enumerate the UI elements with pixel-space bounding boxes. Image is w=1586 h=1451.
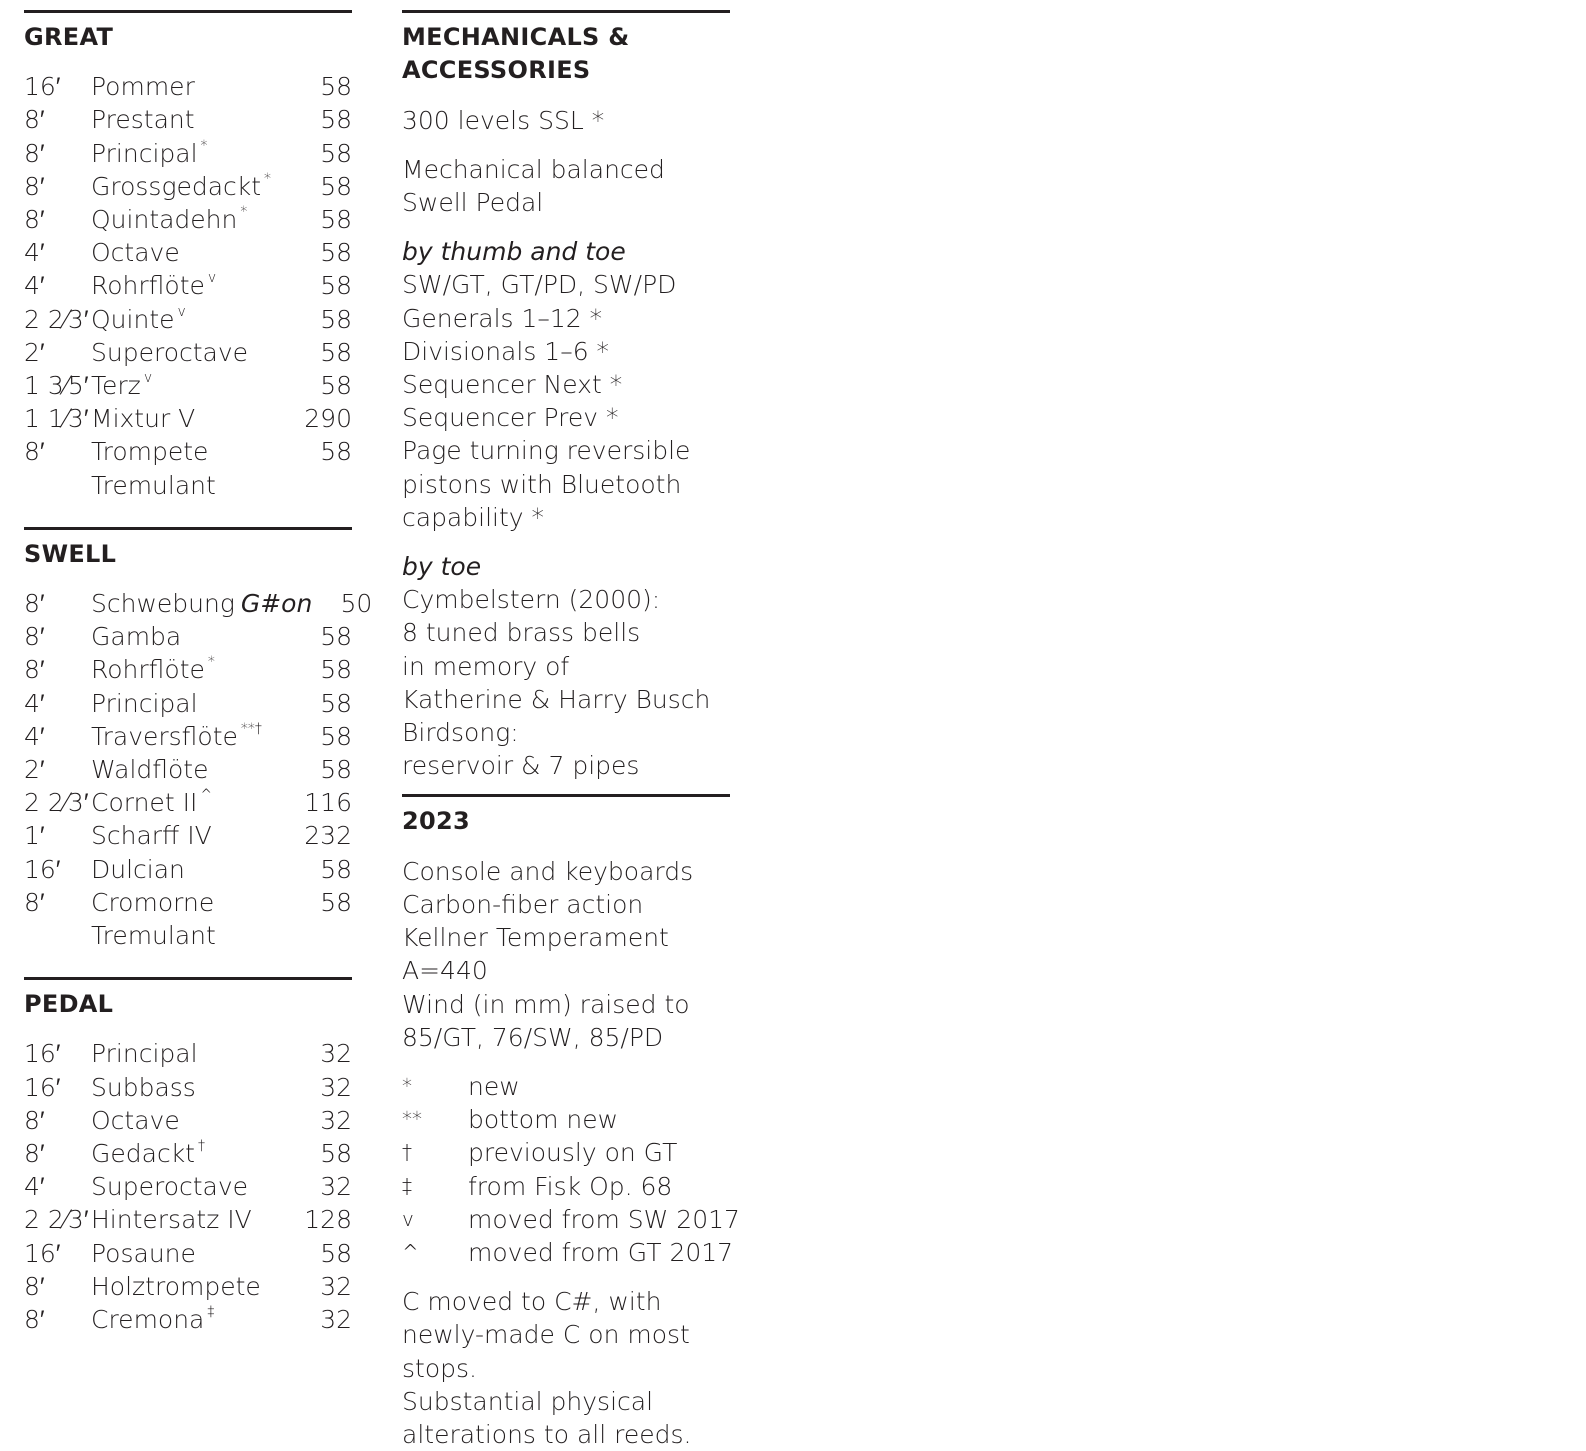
stop-count: 58 xyxy=(320,238,352,268)
stop-name xyxy=(91,1270,292,1303)
stop-count: 58 xyxy=(320,337,352,367)
stop-row xyxy=(24,753,352,786)
legend xyxy=(402,1070,742,1269)
stop-row xyxy=(24,435,352,468)
thumb-toe-item: Sequencer Next * xyxy=(402,370,623,400)
stop-count: 58 xyxy=(320,688,352,718)
great-stop-list xyxy=(24,70,352,501)
year-item: Kellner Temperament A=440 xyxy=(402,923,669,986)
stop-row xyxy=(24,203,352,236)
legend-row xyxy=(402,1103,742,1136)
legend-row xyxy=(402,1236,742,1269)
stop-pitch: 4′ xyxy=(24,688,45,718)
year-item: Carbon-fiber action xyxy=(402,889,644,919)
stop-row xyxy=(24,1137,352,1170)
stop-name-text: Pommer xyxy=(91,72,195,102)
stop-mark: * xyxy=(264,170,272,187)
stop-row xyxy=(24,303,352,336)
stop-count: 58 xyxy=(320,370,352,400)
stop-count: 32 xyxy=(320,1304,352,1334)
stop-count: 116 xyxy=(304,788,352,818)
swell-pedal-line: Mechanical balanced xyxy=(402,154,665,184)
legend-row xyxy=(402,1136,742,1169)
thumb-toe-block xyxy=(402,235,742,534)
stop-count: 32 xyxy=(320,1172,352,1202)
stop-name-text: Cornet II xyxy=(91,788,198,818)
stop-mark: * xyxy=(200,137,208,154)
year-items xyxy=(402,855,742,1054)
stop-row xyxy=(24,687,352,720)
section-divider xyxy=(24,10,352,13)
thumb-toe-item: pistons with Bluetooth xyxy=(402,469,682,499)
stop-count: 32 xyxy=(320,1039,352,1069)
stop-row xyxy=(24,653,352,686)
stop-count: 128 xyxy=(304,1205,352,1235)
stop-pitch: 2′ xyxy=(24,337,45,367)
stop-pitch: 8′ xyxy=(24,1138,45,1168)
stop-count: 290 xyxy=(304,404,352,434)
legend-symbol: ** xyxy=(402,1107,422,1132)
legend-row xyxy=(402,1203,742,1236)
stop-row xyxy=(24,1303,352,1336)
stop-row xyxy=(24,369,352,402)
stop-row xyxy=(24,886,352,919)
stop-count: 50 xyxy=(340,589,373,619)
stop-pitch: 8′ xyxy=(24,138,45,168)
stop-name xyxy=(91,1237,292,1270)
stop-count: 58 xyxy=(320,437,352,467)
section-divider xyxy=(24,977,352,980)
year-item: 85/GT, 76/SW, 85/PD xyxy=(402,1022,664,1052)
stop-name-text: Waldflöte xyxy=(91,754,209,784)
legend-row xyxy=(402,1170,742,1203)
stop-row xyxy=(24,137,352,170)
right-column xyxy=(402,10,742,1451)
legend-text: moved from GT 2017 xyxy=(468,1237,734,1267)
section-divider xyxy=(24,527,352,530)
note-line: alterations to all reeds. xyxy=(402,1420,692,1449)
stop-name xyxy=(91,103,292,136)
ssl-text: 300 levels SSL * xyxy=(402,105,605,135)
left-column xyxy=(24,10,373,1336)
stop-row xyxy=(24,103,352,136)
stop-name xyxy=(91,303,292,336)
stop-name xyxy=(91,137,292,170)
toe-item: Cymbelstern (2000): xyxy=(402,585,661,615)
stop-pitch: 16′ xyxy=(24,72,61,102)
legend-text: new xyxy=(468,1071,520,1101)
stop-name xyxy=(91,336,292,369)
stop-name xyxy=(91,1170,292,1203)
stop-name-text: Rohrflöte xyxy=(91,655,205,685)
stop-count: 58 xyxy=(320,854,352,884)
legend-row xyxy=(402,1070,742,1103)
stop-pitch: 4′ xyxy=(24,1172,45,1202)
stop-name xyxy=(91,919,292,952)
stop-name-text: Holztrompete xyxy=(91,1271,261,1301)
legend-symbol: ‡ xyxy=(402,1173,412,1198)
stop-row xyxy=(24,1170,352,1203)
stop-row xyxy=(24,1071,352,1104)
stop-name xyxy=(91,687,292,720)
stop-name-text: Subbass xyxy=(91,1072,196,1102)
stop-row xyxy=(24,170,352,203)
stop-name xyxy=(91,1203,292,1236)
year-heading: 2023 xyxy=(402,807,470,836)
stop-name-text: Quinte xyxy=(91,304,175,334)
stop-count: 58 xyxy=(320,105,352,135)
thumb-toe-item: SW/GT, GT/PD, SW/PD xyxy=(402,270,677,300)
stop-pitch: 1 3⁄5′ xyxy=(24,370,89,400)
stop-name-text: Quintadehn xyxy=(91,205,238,235)
stop-row xyxy=(24,236,352,269)
stop-pitch: 4′ xyxy=(24,721,45,751)
stop-row xyxy=(24,1203,352,1236)
note-line: newly-made C on most stops. xyxy=(402,1320,690,1383)
stop-row xyxy=(24,336,352,369)
stop-count: 58 xyxy=(320,138,352,168)
toe-item: Birdsong: xyxy=(402,718,519,748)
stop-pitch: 8′ xyxy=(24,437,45,467)
stop-mark: v xyxy=(143,369,153,386)
stop-pitch: 4′ xyxy=(24,238,45,268)
great-heading: GREAT xyxy=(24,23,114,51)
stop-mark: v xyxy=(177,303,186,320)
stop-count: 58 xyxy=(320,205,352,235)
stop-count: 58 xyxy=(320,304,352,334)
stop-pitch: 8′ xyxy=(24,622,45,652)
stop-name-text: Posaune xyxy=(91,1238,196,1268)
stop-pitch xyxy=(24,469,91,502)
stop-row xyxy=(24,1104,352,1137)
stop-pitch: 16′ xyxy=(24,854,61,884)
stop-name-text: Octave xyxy=(91,1105,180,1135)
pedal-stop-list xyxy=(24,1037,352,1336)
stop-count: 58 xyxy=(320,622,352,652)
legend-symbol: * xyxy=(402,1073,412,1098)
stop-row xyxy=(24,70,352,103)
stop-note: G#on xyxy=(240,589,313,619)
stop-pitch: 1 1⁄3′ xyxy=(24,404,89,434)
stop-row xyxy=(24,786,352,819)
stop-name xyxy=(91,1303,292,1336)
stop-count: 232 xyxy=(304,821,352,851)
stop-name xyxy=(91,170,292,203)
stop-mark: **† xyxy=(240,720,262,737)
section-divider xyxy=(402,10,730,13)
stop-pitch: 2 2⁄3′ xyxy=(24,304,89,334)
thumb-toe-item: Divisionals 1–6 * xyxy=(402,336,610,366)
stop-name-text: Principal xyxy=(91,138,198,168)
stop-name-text: Cremona xyxy=(91,1304,205,1334)
stop-name xyxy=(91,653,292,686)
stop-row xyxy=(24,919,352,952)
legend-text: from Fisk Op. 68 xyxy=(468,1171,673,1201)
stop-row xyxy=(24,1270,352,1303)
stop-name xyxy=(91,1104,292,1137)
toe-item: in memory of xyxy=(402,651,570,681)
stop-count: 58 xyxy=(320,1138,352,1168)
stop-mark: † xyxy=(197,1137,205,1154)
stop-count: 32 xyxy=(320,1271,352,1301)
stop-name xyxy=(91,236,292,269)
stop-name-text: Rohrflöte xyxy=(91,271,205,301)
stop-name-text: Cromorne xyxy=(91,887,215,917)
stop-pitch: 16′ xyxy=(24,1072,61,1102)
stop-row xyxy=(24,402,352,435)
stop-name-text: Prestant xyxy=(91,105,195,135)
toe-item: 8 tuned brass bells xyxy=(402,618,641,648)
section-divider xyxy=(402,794,730,797)
toe-heading: by toe xyxy=(402,552,482,582)
stop-row xyxy=(24,620,352,653)
stop-name-text: Superoctave xyxy=(91,1172,249,1202)
stop-name xyxy=(91,1037,292,1070)
notes xyxy=(402,1285,742,1451)
stop-row xyxy=(24,853,352,886)
stop-name-text: Tremulant xyxy=(91,920,216,950)
legend-symbol: † xyxy=(402,1140,412,1165)
stop-name-text: Grossgedackt xyxy=(91,171,262,201)
stop-count: 58 xyxy=(320,754,352,784)
stop-pitch: 2′ xyxy=(24,754,45,784)
stop-name xyxy=(91,203,292,236)
stop-name xyxy=(91,70,292,103)
stop-pitch: 8′ xyxy=(24,171,45,201)
stop-name xyxy=(91,886,292,919)
legend-text: moved from SW 2017 xyxy=(468,1204,740,1234)
stop-count: 58 xyxy=(320,1238,352,1268)
stop-mark: ^ xyxy=(200,787,213,804)
thumb-toe-item: Generals 1–12 * xyxy=(402,303,603,333)
legend-text: bottom new xyxy=(468,1105,619,1135)
stop-name xyxy=(91,853,292,886)
stop-name xyxy=(91,753,292,786)
stop-count: 58 xyxy=(320,72,352,102)
stop-name-text: Principal xyxy=(91,688,198,718)
stop-pitch: 1′ xyxy=(24,821,45,851)
stop-count: 32 xyxy=(320,1072,352,1102)
legend-symbol: ^ xyxy=(402,1239,419,1264)
stop-name xyxy=(91,1071,292,1104)
stop-name xyxy=(91,720,292,753)
stop-mark: * xyxy=(207,654,215,671)
stop-name-text: Mixtur V xyxy=(91,404,196,434)
legend-text: previously on GT xyxy=(468,1138,678,1168)
stop-name-text: Traversflöte xyxy=(91,721,238,751)
legend-symbol: v xyxy=(402,1206,414,1231)
stop-pitch: 8′ xyxy=(24,1304,45,1334)
stop-count: 58 xyxy=(320,887,352,917)
stop-count: 58 xyxy=(320,171,352,201)
toe-block xyxy=(402,550,742,782)
stop-row xyxy=(24,469,352,502)
stop-count xyxy=(292,469,352,502)
swell-pedal-text xyxy=(402,153,742,219)
swell-stop-list xyxy=(24,587,373,952)
year-item: Wind (in mm) raised to xyxy=(402,989,690,1019)
stop-name-text: Scharff IV xyxy=(91,821,212,851)
note-line: C moved to C#, with xyxy=(402,1287,662,1317)
stop-pitch: 8′ xyxy=(24,1271,45,1301)
stop-pitch: 8′ xyxy=(24,1105,45,1135)
mechanicals-heading-line1: MECHANICALS & xyxy=(402,23,630,51)
mechanicals-heading xyxy=(402,21,742,88)
stop-mark: ‡ xyxy=(207,1303,215,1320)
stop-count: 58 xyxy=(320,271,352,301)
stop-count: 58 xyxy=(320,721,352,751)
year-item: Console and keyboards xyxy=(402,856,694,886)
stop-pitch: 16′ xyxy=(24,1039,61,1069)
stop-name-text: Superoctave xyxy=(91,337,249,367)
stop-row xyxy=(24,720,352,753)
stop-count xyxy=(292,919,352,952)
stop-count: 58 xyxy=(320,655,352,685)
toe-item: reservoir & 7 pipes xyxy=(402,751,640,781)
stop-name xyxy=(91,587,312,620)
stop-name xyxy=(91,469,292,502)
stop-name xyxy=(91,435,292,468)
stop-pitch: 8′ xyxy=(24,205,45,235)
stop-name xyxy=(91,269,292,302)
stop-name xyxy=(91,786,292,819)
stop-name-text: Gamba xyxy=(91,622,182,652)
mechanicals-heading-line2: ACCESSORIES xyxy=(402,56,591,85)
stop-row xyxy=(24,1237,352,1270)
stop-name xyxy=(91,620,292,653)
stop-name-text: Trompete xyxy=(91,437,209,467)
stop-pitch: 4′ xyxy=(24,271,45,301)
stop-name-text: Principal xyxy=(91,1039,198,1069)
stop-name-text: Octave xyxy=(91,238,180,268)
thumb-toe-item: Sequencer Prev * xyxy=(402,403,619,433)
stop-pitch: 16′ xyxy=(24,1238,61,1268)
stop-mark: * xyxy=(240,204,248,221)
stop-name xyxy=(91,402,292,435)
stop-name-text: Hintersatz IV xyxy=(91,1205,252,1235)
stop-pitch: 8′ xyxy=(24,589,45,619)
pedal-heading: PEDAL xyxy=(24,990,114,1019)
stop-pitch: 2 2⁄3′ xyxy=(24,1205,89,1235)
stop-name xyxy=(91,369,292,402)
note-line: Substantial physical xyxy=(402,1386,654,1416)
stop-name-text: Terz xyxy=(91,370,141,400)
stop-pitch xyxy=(24,919,91,952)
stop-name-text: Gedackt xyxy=(91,1138,195,1168)
stop-mark: v xyxy=(207,270,217,287)
stop-row xyxy=(24,269,352,302)
stop-pitch: 2 2⁄3′ xyxy=(24,788,89,818)
stop-row xyxy=(24,1037,352,1070)
stop-name xyxy=(91,1137,292,1170)
stop-name-text: Tremulant xyxy=(91,470,216,500)
stop-name-text: Schwebung xyxy=(91,589,235,619)
toe-item: Katherine & Harry Busch xyxy=(402,684,711,714)
stop-pitch: 8′ xyxy=(24,105,45,135)
thumb-toe-heading: by thumb and toe xyxy=(402,237,626,267)
stop-row xyxy=(24,819,352,852)
stop-name-text: Dulcian xyxy=(91,854,185,884)
thumb-toe-item: capability * xyxy=(402,502,545,532)
stop-pitch: 8′ xyxy=(24,887,45,917)
stop-row xyxy=(24,587,373,620)
stop-count: 32 xyxy=(320,1105,352,1135)
stop-name xyxy=(91,819,292,852)
thumb-toe-item: Page turning reversible xyxy=(402,436,691,466)
stop-pitch: 8′ xyxy=(24,655,45,685)
swell-pedal-line: Swell Pedal xyxy=(402,188,544,217)
swell-heading: SWELL xyxy=(24,539,117,568)
